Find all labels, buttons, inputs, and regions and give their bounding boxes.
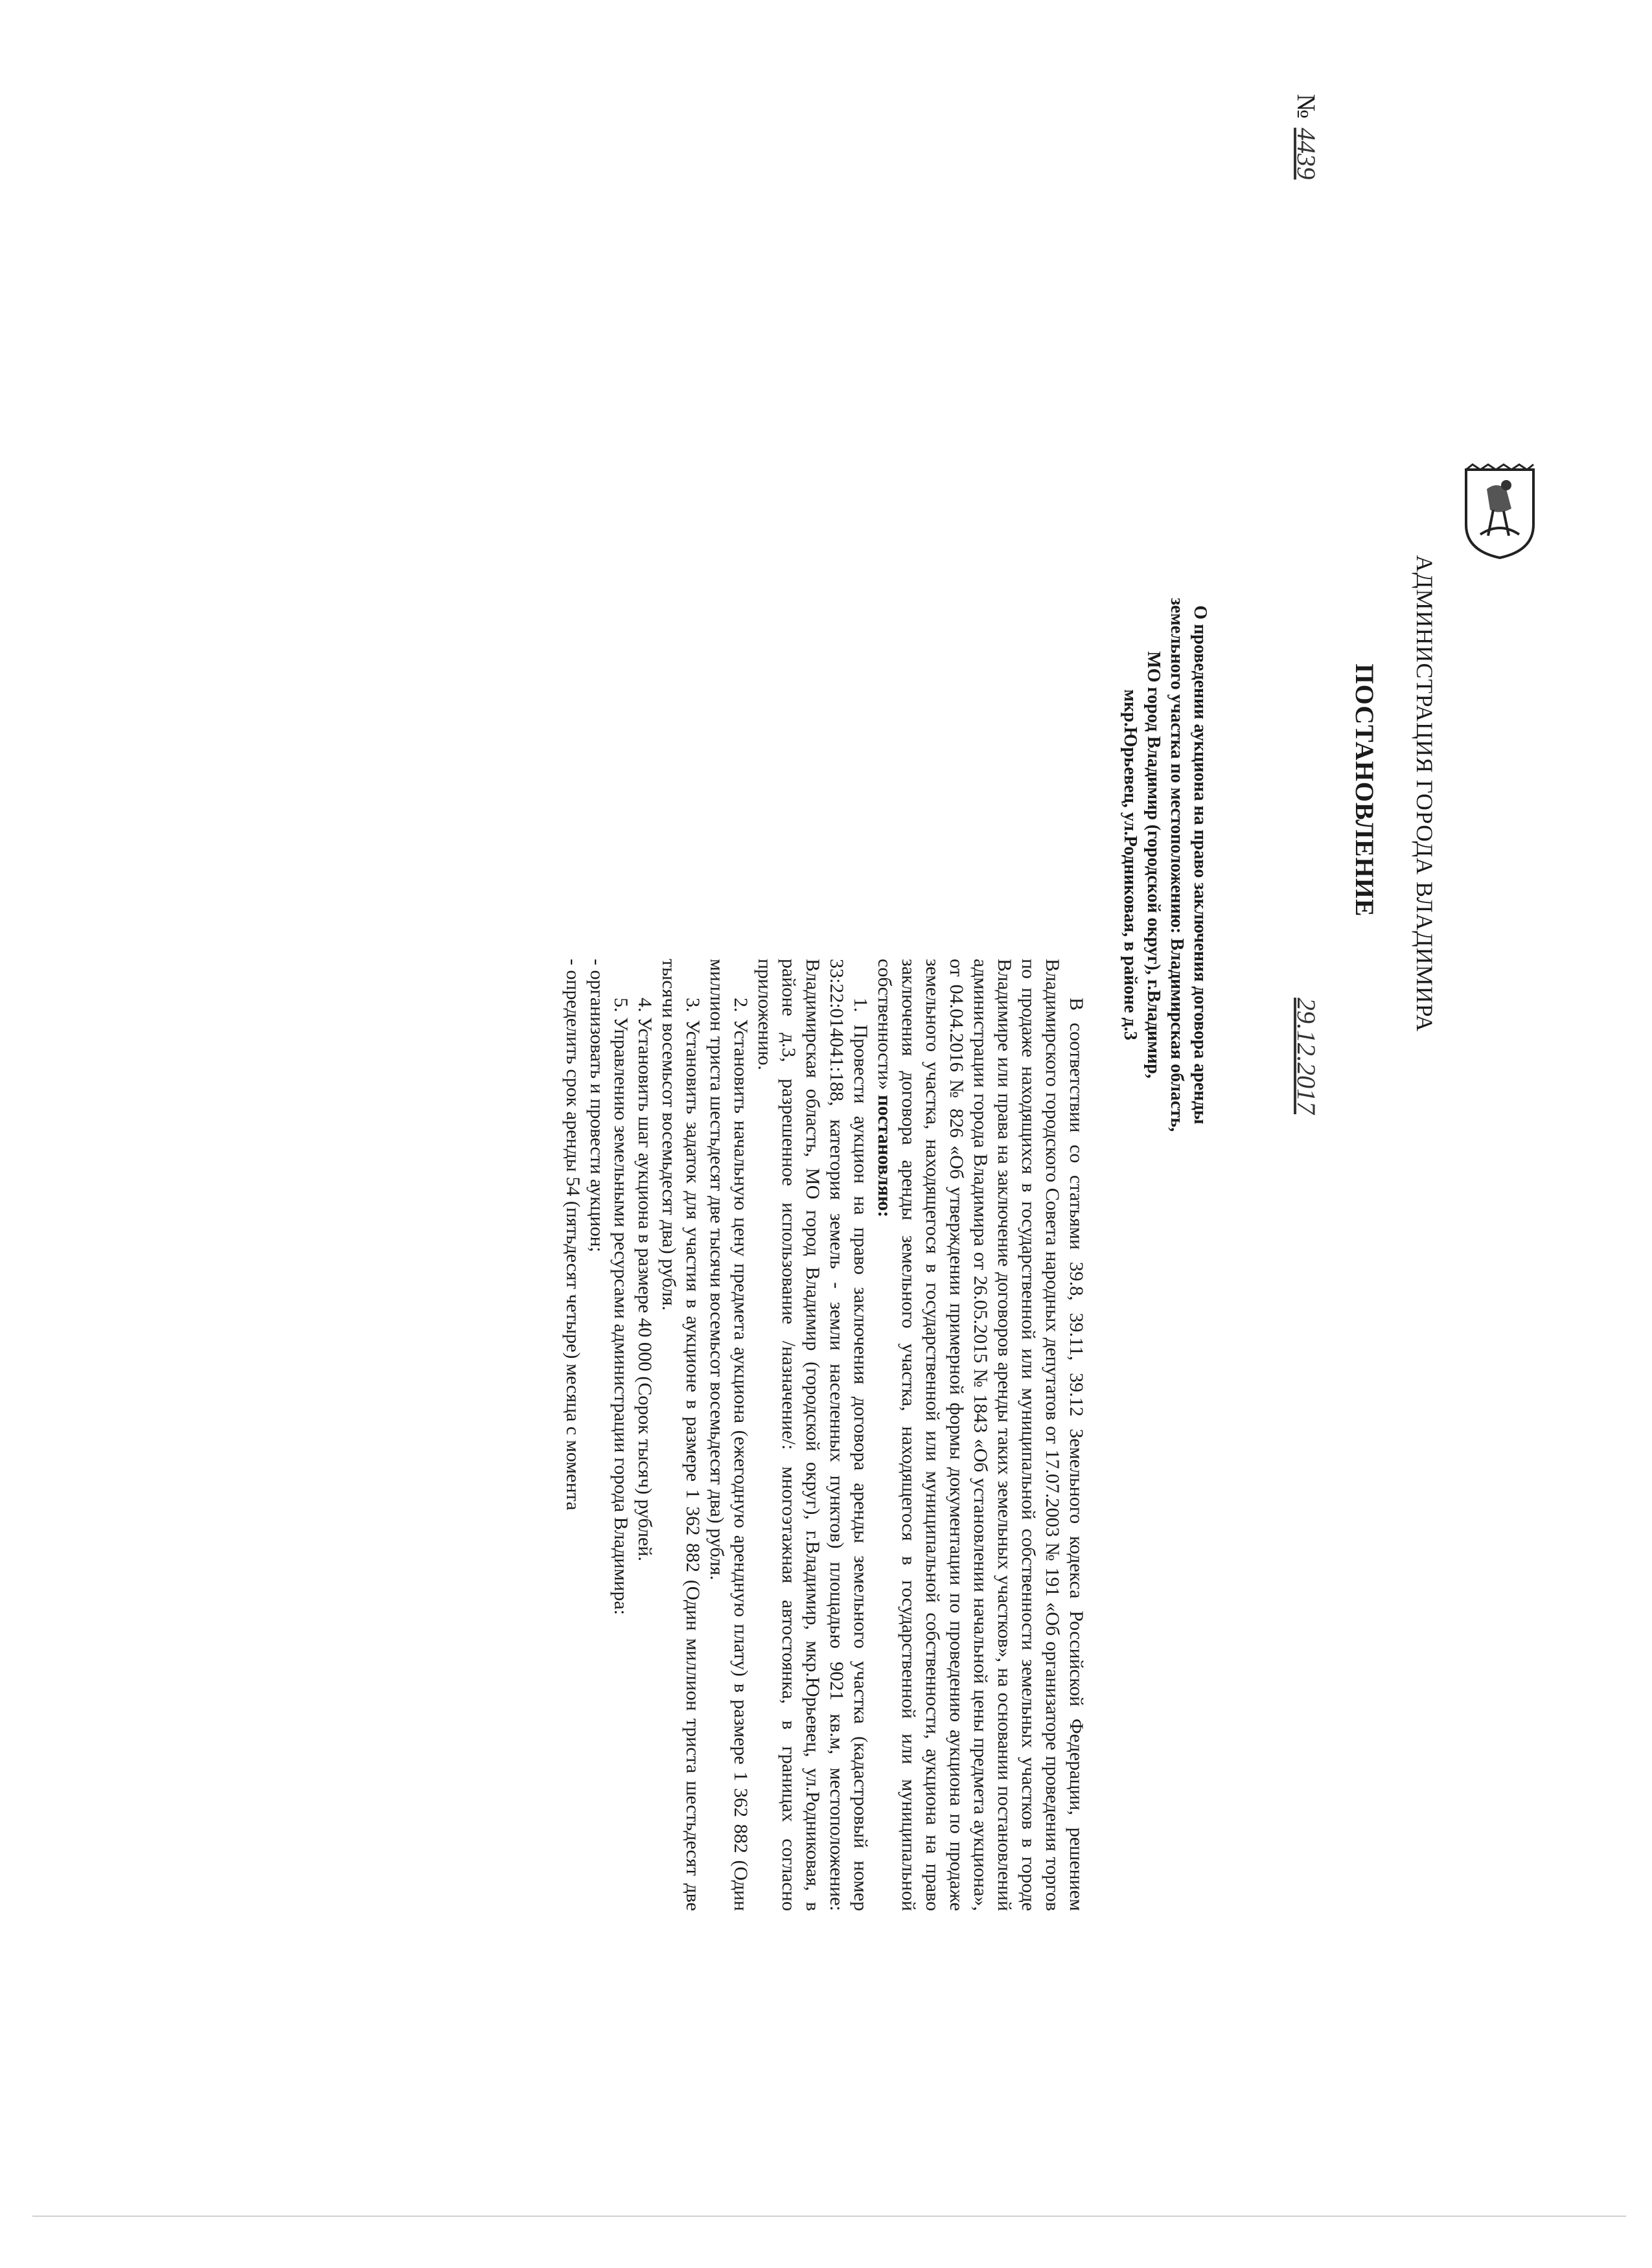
item-paragraph: 4. Установить шаг аукциона в размере 40 000 (Сорок тысяч) рублей. [634,998,656,1561]
preamble-resolution: постановляю: [874,1095,895,1218]
coat-of-arms-icon [1461,463,1539,560]
item-paragraph: 1. Провести аукцион на право заключения договора аренды земельного участка (кадастровый номер 33:22:014041:188, категория земель - земли населенных пунктов) площадью 9021 кв.м, местоположение: Владимирская область, МО город Владимир (городской округ), г.Владимир, мкр.Юрьевец, ул.Родниковая, в районе д.3, разрешенное использование /назначение/: многоэтажная автостоянка, в границах согласно приложению. [754,959,871,1911]
subject-line: мкр.Юрьевец, ул.Родниковая, в районе д.3 [1120,689,1140,1040]
organization-name: АДМИНИСТРАЦИЯ ГОРОДА ВЛАДИМИРА [1412,555,1438,1033]
preamble-paragraph [873,959,1088,1911]
number-label: № [1292,94,1321,119]
document-subject [1118,499,1211,1231]
document-date: 29.12.2017 [1292,998,1321,1114]
item-paragraph: 5. Управлению земельными ресурсами администрации города Владимира: [610,998,632,1616]
subject-line: МО город Владимир (городской округ), г.Владимир, [1143,651,1164,1079]
item-paragraph: 3. Установить задаток для участия в аукционе в размере 1 362 882 (Один миллион триста шестьдесят две тысячи восемьсот восемьдесят два) рубля. [658,959,704,1911]
preamble-text: В соответствии со статьями 39.8, 39.11, 39.12 Земельного кодекса Российской Федерации, решением Владимирского городского Совета народных депутатов от 17.07.2003 № 191 «Об организаторе проведения торгов по продаже находящихся в государственной или муниципальной собственности земельных участков в городе Владимире или права на заключение договоров аренды таких земельных участков», на основании постановлений администрации города Владимира от 26.05.2015 № 1843 «Об установлении начальной цены предмета аукциона», от 04.04.2016 № 826 «Об утверждении примерной формы документации по проведению аукциона по продаже земельного участка, находящегося в государственной или муниципальной собственности, аукциона на право заключения договора аренды земельного участка, находящегося в государственной или муниципальной собственности» [874,959,1087,1911]
page-title: ПОСТАНОВЛЕНИЕ [1350,663,1379,917]
document-body [561,959,1088,1911]
document-number [1291,94,1322,223]
subject-line: земельного участка по местоположению: Владимирская область, [1167,597,1187,1132]
item-paragraph: 2. Установить начальную цену предмета аукциона (ежегодную арендную плату) в размере 1 362 882 (Один миллион триста шестьдесят две тысячи восемьсот восемьдесят два) рубля. [706,959,751,1911]
subitem-paragraph: - определить срок аренды 54 (пятьдесят четыре) месяца с момента [562,959,584,1511]
number-value: 4439 [1292,128,1321,180]
subitem-paragraph: - организовать и провести аукцион; [586,959,608,1253]
scan-edge-line [32,2216,1626,2217]
subject-line: О проведении аукциона на право заключения договора аренды [1190,605,1210,1125]
